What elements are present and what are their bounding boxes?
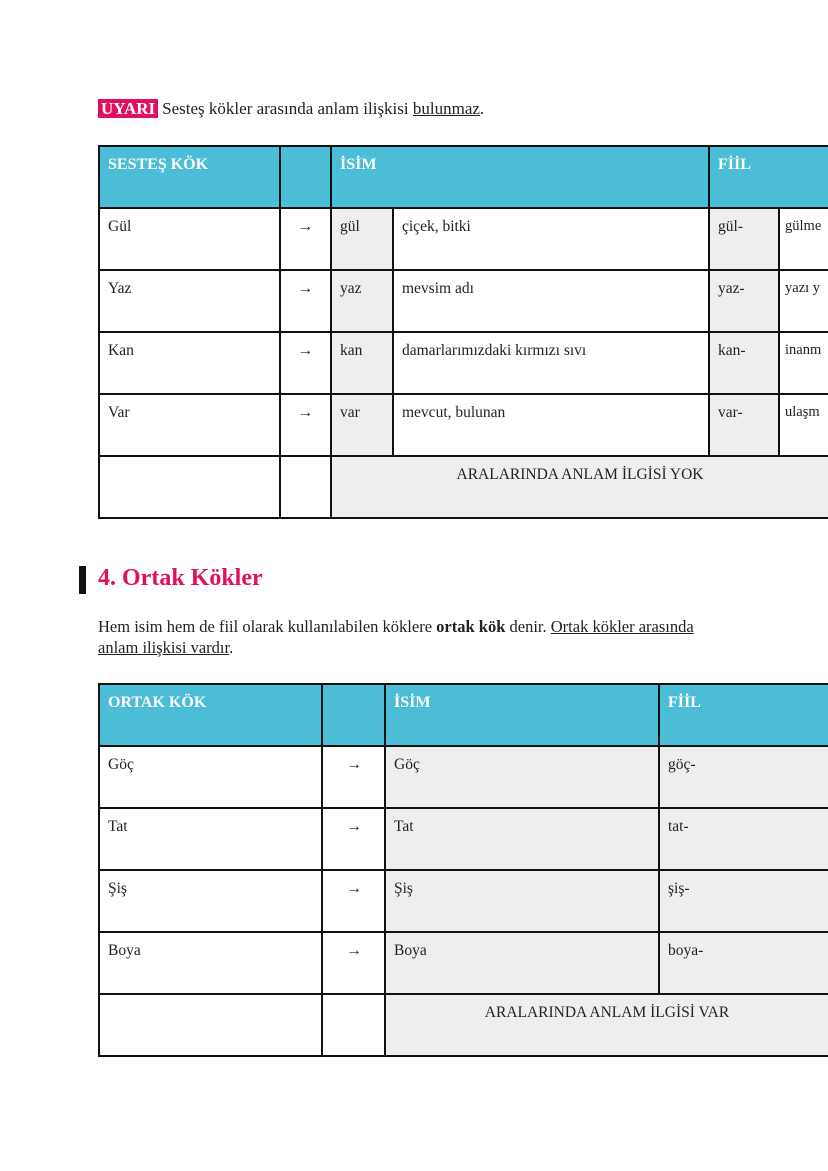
empty-cell [99, 456, 280, 518]
verb-cell: var- [709, 394, 779, 456]
noun-meaning-cell: mevsim adı [393, 270, 709, 332]
section-paragraph [98, 616, 718, 658]
warning-underlined: bulunmaz [412, 99, 480, 118]
noun-cell: Tat [385, 808, 659, 870]
header-arrow [280, 146, 331, 208]
arrow-icon: → [280, 394, 331, 456]
verb-cell: tat- [659, 808, 828, 870]
arrow-icon: → [280, 332, 331, 394]
verb-cell: göç- [659, 746, 828, 808]
warning-badge: UYARI [98, 99, 158, 118]
table-footer-row [99, 994, 828, 1056]
header-noun: İSİM [385, 684, 659, 746]
verb-meaning-cell: inanm [779, 332, 828, 394]
table-row [99, 808, 828, 870]
root-cell: Kan [99, 332, 280, 394]
arrow-icon: → [322, 746, 385, 808]
para-text: denir. [505, 617, 551, 636]
header-verb: FİİL [709, 146, 828, 208]
verb-cell: boya- [659, 932, 828, 994]
verb-cell: kan- [709, 332, 779, 394]
para-text: Hem isim hem de fiil olarak kullanılabilen köklere [98, 617, 437, 636]
header-root: ORTAK KÖK [99, 684, 322, 746]
arrow-icon: → [280, 208, 331, 270]
table-header [99, 146, 828, 208]
homonym-roots-table [98, 145, 828, 519]
table-row [99, 746, 828, 808]
root-cell: Gül [99, 208, 280, 270]
arrow-icon: → [322, 870, 385, 932]
noun-cell: kan [331, 332, 393, 394]
empty-cell [280, 456, 331, 518]
warning-note [98, 99, 484, 119]
root-cell: Yaz [99, 270, 280, 332]
noun-cell: Boya [385, 932, 659, 994]
table-row [99, 870, 828, 932]
root-cell: Göç [99, 746, 322, 808]
para-underlined: Ortak kökler arasında anlam ilişkisi vardır [98, 617, 694, 657]
header-noun: İSİM [331, 146, 709, 208]
table-row [99, 394, 828, 456]
noun-meaning-cell: mevcut, bulunan [393, 394, 709, 456]
root-cell: Şiş [99, 870, 322, 932]
header-arrow [322, 684, 385, 746]
table-footer: ARALARINDA ANLAM İLGİSİ VAR [385, 994, 828, 1056]
noun-cell: yaz [331, 270, 393, 332]
arrow-icon: → [280, 270, 331, 332]
table-row [99, 208, 828, 270]
root-cell: Var [99, 394, 280, 456]
noun-cell: Şiş [385, 870, 659, 932]
verb-cell: yaz- [709, 270, 779, 332]
table-row [99, 332, 828, 394]
noun-meaning-cell: çiçek, bitki [393, 208, 709, 270]
table-row [99, 932, 828, 994]
table-header [99, 684, 828, 746]
table-footer-row [99, 456, 828, 518]
arrow-icon: → [322, 932, 385, 994]
empty-cell [99, 994, 322, 1056]
noun-cell: var [331, 394, 393, 456]
root-cell: Boya [99, 932, 322, 994]
root-cell: Tat [99, 808, 322, 870]
header-root: SESTEŞ KÖK [99, 146, 280, 208]
verb-cell: gül- [709, 208, 779, 270]
header-verb: FİİL [659, 684, 828, 746]
common-roots-table [98, 683, 828, 1057]
noun-cell: Göç [385, 746, 659, 808]
noun-cell: gül [331, 208, 393, 270]
arrow-icon: → [322, 808, 385, 870]
verb-cell: şiş- [659, 870, 828, 932]
para-end: . [229, 638, 234, 657]
table-footer: ARALARINDA ANLAM İLGİSİ YOK [331, 456, 828, 518]
table-row [99, 270, 828, 332]
empty-cell [322, 994, 385, 1056]
verb-meaning-cell: gülme [779, 208, 828, 270]
noun-meaning-cell: damarlarımızdaki kırmızı sıvı [393, 332, 709, 394]
warning-end: . [479, 99, 485, 118]
para-bold: ortak kök [436, 617, 506, 636]
section-title: 4. Ortak Kökler [98, 565, 263, 591]
section-marker [79, 566, 86, 594]
verb-meaning-cell: ulaşm [779, 394, 828, 456]
verb-meaning-cell: yazı y [779, 270, 828, 332]
warning-text: Sesteş kökler arasında anlam ilişkisi [162, 99, 413, 118]
